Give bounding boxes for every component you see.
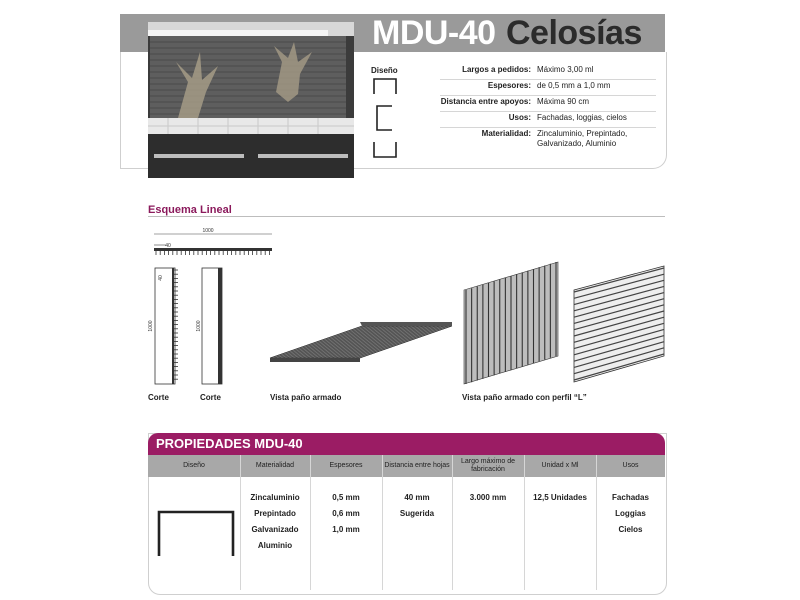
dim-1000-left: 1000: [148, 320, 154, 332]
cell-usos: [596, 490, 665, 538]
cell-unidad: [524, 490, 596, 506]
profile-bottom-icon: [372, 140, 398, 160]
cell-value: 0,5 mm: [332, 493, 360, 502]
dim-1000-top: 1000: [202, 228, 214, 234]
spec-key: Usos:: [508, 113, 531, 122]
caption-corte-1: Corte: [148, 393, 169, 402]
cell-value: 12,5 Unidades: [533, 493, 587, 502]
profile-top-icon: [372, 76, 398, 96]
spec-value: de 0,5 mm a 1,0 mm: [537, 81, 611, 90]
cell-value: Zincaluminio: [250, 493, 300, 502]
col-header-unidad: Unidad x Ml: [541, 462, 579, 469]
cell-value: Sugerida: [399, 509, 435, 518]
esquema-divider: [148, 216, 665, 217]
cell-value: 1,0 mm: [332, 525, 360, 534]
properties-profile-icon: [156, 508, 236, 558]
corte-drawing-2: [202, 268, 222, 384]
spec-key: Materialidad:: [481, 129, 531, 138]
cell-largo: [452, 490, 524, 506]
properties-title: PROPIEDADES MDU-40: [156, 436, 303, 451]
column-divider: [524, 455, 525, 590]
col-header-espesores: Espesores: [329, 462, 363, 469]
horizontal-panel-drawing: [574, 266, 664, 382]
spec-row-usos: [440, 111, 656, 128]
col-header-materialidad: Materialidad: [255, 462, 295, 469]
top-strip-drawing: [154, 234, 272, 255]
spec-value: Máxima 90 cm: [537, 97, 590, 106]
spec-key: Espesores:: [487, 81, 531, 90]
cell-value: 40 mm: [404, 493, 430, 502]
cell-value: 0,6 mm: [332, 509, 360, 518]
spec-value: Fachadas, loggias, cielos: [537, 113, 627, 122]
col-header-diseno: Diseño: [183, 462, 205, 469]
cell-value: Loggias: [615, 509, 646, 518]
col-header-largo: Largo máximo de fabricación: [460, 458, 516, 473]
spec-key: Largos a pedidos:: [462, 65, 531, 74]
vertical-panel-drawing: [464, 262, 558, 384]
cell-value: Cielos: [618, 525, 643, 534]
column-divider: [452, 455, 453, 590]
cell-value: 3.000 mm: [469, 493, 507, 502]
spec-value-2: Galvanizado, Aluminio: [537, 139, 617, 148]
cell-value: Aluminio: [257, 541, 293, 550]
spec-row-materialidad: [440, 127, 656, 151]
facade-photo: [148, 22, 354, 178]
cell-value: Fachadas: [612, 493, 649, 502]
spec-row-espesores: [440, 79, 656, 96]
product-code: MDU-40: [372, 14, 496, 52]
diseno-label: Diseño: [371, 66, 398, 75]
cell-value: Prepintado: [254, 509, 296, 518]
cell-distancia: [382, 490, 452, 522]
spec-row-largos: [440, 63, 656, 80]
spec-value: Máximo 3,00 ml: [537, 65, 594, 74]
cell-value: Galvanizado: [251, 525, 299, 534]
profile-side-icon: [374, 104, 394, 132]
cell-espesores: [310, 490, 382, 538]
caption-corte-2: Corte: [200, 393, 221, 402]
dim-1000-mid: 1000: [196, 320, 202, 332]
corte-drawing-1: [155, 268, 178, 384]
dim-40-left: 40: [158, 275, 164, 281]
cell-materialidad: [240, 490, 310, 554]
product-name: Celosías: [506, 14, 642, 52]
col-header-usos: Usos: [622, 462, 639, 469]
caption-pano: Vista paño armado: [270, 393, 342, 402]
col-header-distancia: Distancia entre hojas: [384, 462, 450, 469]
spec-row-distancia: [440, 95, 656, 112]
dim-40: 40: [165, 243, 171, 249]
spec-value: Zincaluminio, Prepintado,: [537, 129, 628, 138]
esquema-drawing: [140, 222, 680, 412]
spec-key: Distancia entre apoyos:: [440, 97, 531, 106]
esquema-title: Esquema Lineal: [148, 204, 232, 216]
flat-panel-drawing: [270, 322, 452, 362]
caption-pano-l: Vista paño armado con perfil “L”: [462, 393, 587, 402]
column-divider: [382, 455, 383, 590]
